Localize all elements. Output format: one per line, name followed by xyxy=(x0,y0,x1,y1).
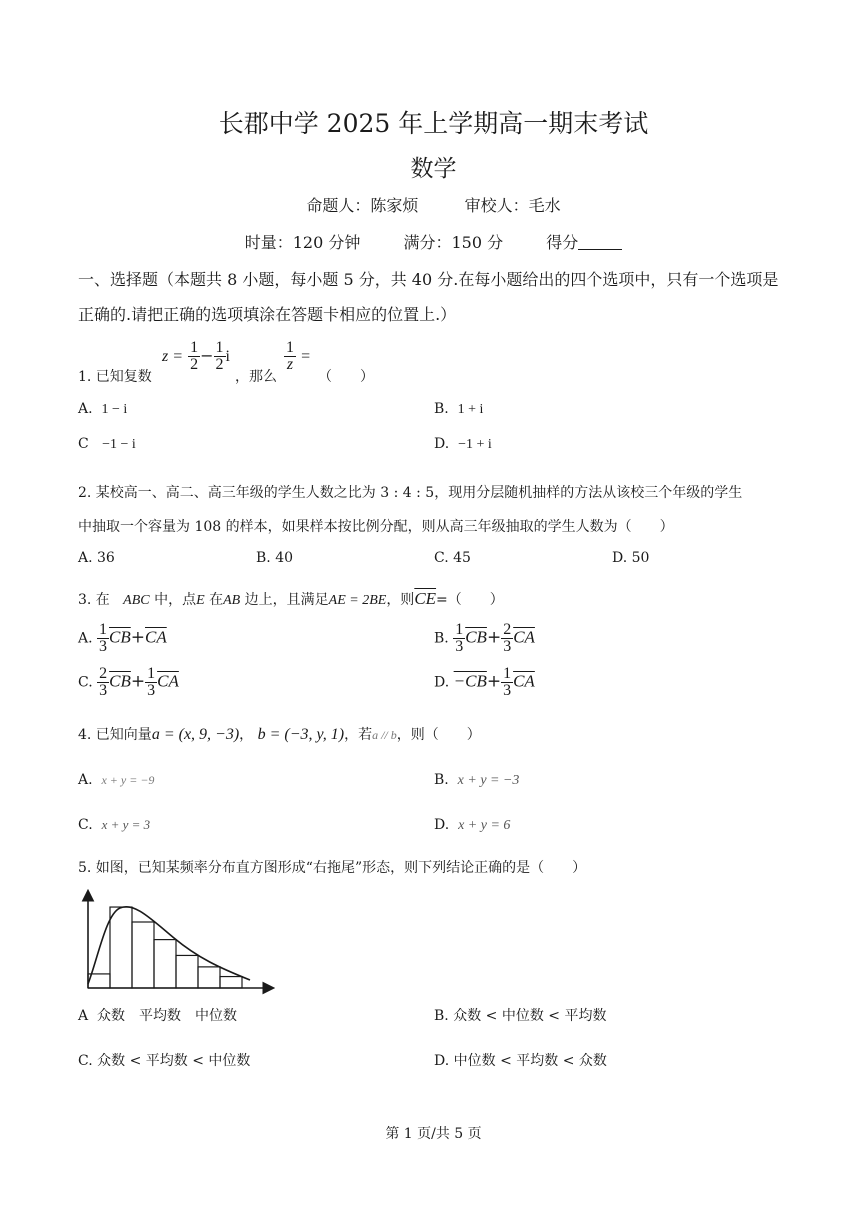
histogram-bar xyxy=(154,940,176,988)
setter-label: 命题人：陈家烦 xyxy=(306,196,419,215)
q4-option-c[interactable]: C. x + y = 3 xyxy=(78,817,151,833)
q5-option-a[interactable]: A 众数 平均数 中位数 xyxy=(78,1008,238,1024)
q4-option-d[interactable]: D. x + y = 6 xyxy=(434,817,511,833)
q2-option-d[interactable]: D. 50 xyxy=(612,550,650,566)
q1-option-b[interactable]: B. 1 + i xyxy=(434,401,484,417)
q5-option-b[interactable]: B. 众数 < 中位数 < 平均数 xyxy=(434,1008,607,1024)
q1-then: ，那么 xyxy=(235,369,277,385)
q1-half-2: $\frac{1}{2}$ xyxy=(215,339,224,373)
q1-reciprocal: $\frac{1}{z}$ = xyxy=(286,339,311,373)
q1-half-1: $\frac{1}{2}$ xyxy=(190,339,199,373)
question-4: 4. 已知向量a = (x, 9, −3)， b = (−3, y, 1)，若a // b，则（ ） xyxy=(78,726,481,743)
checker-label: 审校人：毛水 xyxy=(464,196,561,215)
q1-option-c[interactable]: C −1 − i xyxy=(78,436,136,452)
q1-blank: （ ） xyxy=(318,369,374,385)
q1-option-a[interactable]: A. 1 − i xyxy=(78,401,128,417)
q5-option-d[interactable]: D. 中位数 < 平均数 < 众数 xyxy=(434,1053,607,1069)
histogram-bar xyxy=(198,967,220,988)
time-label: 时量：120 分钟 xyxy=(244,233,361,252)
q1-z-expression: z = $\frac{1}{2}$ − $\frac{1}{2}$ i xyxy=(162,339,230,373)
histogram-bar xyxy=(176,955,198,988)
histogram-bar xyxy=(110,907,132,988)
q3-target-vector: $\overline{CE}$ xyxy=(414,589,437,608)
full-score-label: 满分：150 分 xyxy=(403,233,504,252)
right-skewed-histogram xyxy=(80,888,280,996)
exam-meta xyxy=(0,230,867,253)
q3-option-c[interactable]: C. $\frac{2}{3}$ $\overline{CB}+$ $\frac{1}{3}$ $\overline{CA}$ xyxy=(78,665,179,699)
q2-option-c[interactable]: C. 45 xyxy=(434,550,471,566)
question-2-line-1: 2. 某校高一、高二、高三年级的学生人数之比为 3 : 4 : 5，现用分层随机抽样的方法从该校三个年级的学生 xyxy=(78,485,743,501)
question-5: 5. 如图，已知某频率分布直方图形成“右拖尾”形态，则下列结论正确的是（ ） xyxy=(78,860,587,876)
histogram-bar xyxy=(132,922,154,988)
q4-option-b[interactable]: B. x + y = −3 xyxy=(434,772,520,788)
subject-title: 数学 xyxy=(410,156,457,182)
score-label: 得分 xyxy=(546,233,579,252)
q2-option-b[interactable]: B. 40 xyxy=(256,550,294,566)
q3-option-a[interactable]: A. $\frac{1}{3}$ $\overline{CB}+\overline{CA}$ xyxy=(78,621,167,655)
question-3: 3. 在 ABC 中，点E 在AB 边上，且满足AE = 2BE，则$\overline{CE}=$（ ） xyxy=(78,589,504,608)
density-curve xyxy=(88,907,250,984)
q4-option-a[interactable]: A. x + y = −9 xyxy=(78,772,155,788)
q3-option-b[interactable]: B. $\frac{1}{3}$ $\overline{CB}+$ $\frac{2}{3}$ $\overline{CA}$ xyxy=(434,621,535,655)
exam-title: 长郡中学 2025 年上学期高一期末考试 xyxy=(218,109,649,138)
histogram-bar xyxy=(220,977,242,988)
q5-option-c[interactable]: C. 众数 < 平均数 < 中位数 xyxy=(78,1053,251,1069)
page-number: 第 1 页/共 5 页 xyxy=(385,1126,482,1142)
authors-line xyxy=(0,193,867,216)
q1-prefix: 1. 已知复数 xyxy=(78,369,152,385)
score-blank xyxy=(578,235,622,250)
q3-option-d[interactable]: D. −CB+ $\frac{1}{3}$ $\overline{CA}$ xyxy=(434,665,535,699)
q1-option-d[interactable]: D. −1 + i xyxy=(434,436,492,452)
section-heading: 一、选择题（本题共 8 小题，每小题 5 分，共 40 分.在每小题给出的四个选项中，只有一个选项是正确的.请把正确的选项填涂在答题卡相应的位置上.） xyxy=(78,270,779,324)
question-2-line-2: 中抽取一个容量为 108 的样本，如果样本按比例分配，则从高三年级抽取的学生人数为（ ） xyxy=(78,519,674,535)
q2-option-a[interactable]: A. 36 xyxy=(78,550,115,566)
